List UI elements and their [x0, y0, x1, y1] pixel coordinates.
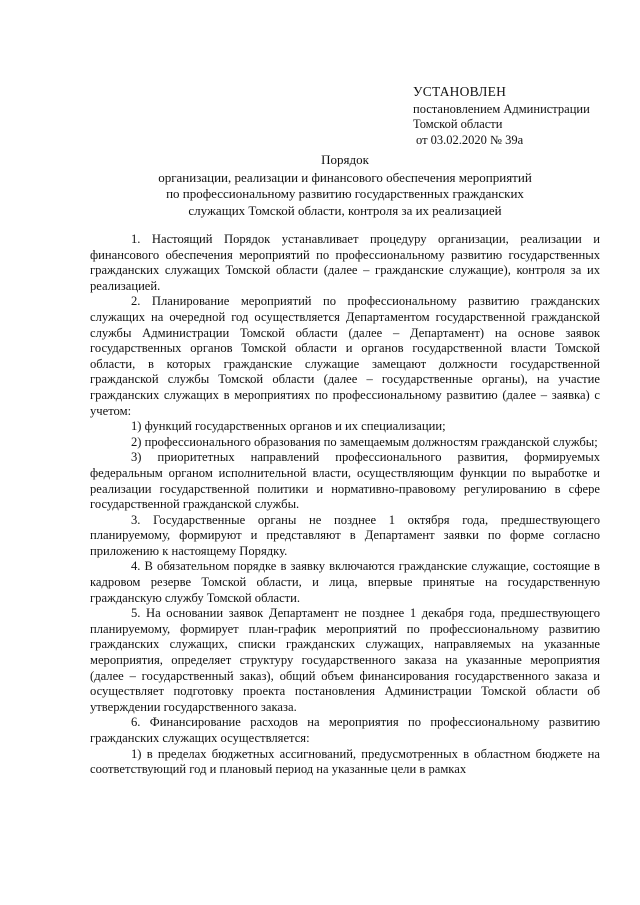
paragraph: 1) функций государственных органов и их специализации; [131, 419, 446, 434]
approval-line: постановлением Администрации [413, 101, 590, 116]
paragraph: 2. Планирование мероприятий по профессиональному развитию гражданских служащих на очередной год осуществляется Департаментом государственной гражданской службы Администрации Томской области (далее – Департамент) на основе заявок государственных органов Томской области и органов государственной власти Томской области, в которых гражданские служащие замещают должности государственной гражданской службы Томской области (далее – государственные органы), на участие гражданских служащих в мероприятиях по профессиональному развитию (далее – заявка) с учетом: [90, 294, 600, 418]
paragraph: 5. На основании заявок Департамент не позднее 1 декабря года, предшествующего планируемому, формирует план-график мероприятий по профессиональному развитию гражданских служащих, списки гражданских служащих, направляемых на указанные мероприятия, определяет структуру государственного заказа на указанные мероприятия (далее – государственный заказ), общий объем финансирования государственного заказа и осуществляет подготовку проекта постановления Администрации Томской области об утверждении государственного заказа. [90, 606, 600, 714]
paragraph: 6. Финансирование расходов на мероприятия по профессиональному развитию гражданских служащих осуществляется: [90, 715, 600, 745]
approval-heading: УСТАНОВЛЕН [413, 84, 507, 99]
document-title: Порядок [321, 152, 369, 167]
paragraph: 4. В обязательном порядке в заявку включаются гражданские служащие, состоящие в кадровом резерве Томской области, и лица, впервые принятые на государственную гражданскую службу Томской области. [90, 559, 600, 605]
approval-stamp [413, 84, 590, 148]
paragraph: 1) в пределах бюджетных ассигнований, предусмотренных в областном бюджете на соответствующий год и плановый период на указанные цели в рамках [90, 746, 600, 777]
document-title-block [90, 152, 600, 219]
paragraph: 2) профессионального образования по замещаемым должностям гражданской службы; [131, 434, 598, 449]
paragraph: 1. Настоящий Порядок устанавливает процедуру организации, реализации и финансового обеспечения мероприятий по профессиональному развитию государственных гражданских служащих Томской области (далее – гражданские служащие), контроля за их реализацией. [90, 232, 600, 293]
document-subtitle-line: организации, реализации и финансового обеспечения мероприятий [158, 169, 532, 185]
paragraph: 3. Государственные органы не позднее 1 октября года, предшествующего планируемому, формируют и представляют в Департамент заявки по форме согласно приложению к настоящему Порядку. [90, 512, 600, 558]
document-body [90, 232, 600, 778]
approval-line: Томской области [413, 117, 503, 131]
document-subtitle-line: служащих Томской области, контроля за их реализацией [188, 202, 502, 218]
approval-line: от 03.02.2020 № 39а [416, 132, 524, 147]
paragraph: 3) приоритетных направлений профессионального развития, формируемых федеральным органом исполнительной власти, осуществляющим функции по выработке и реализации государственной политики и нормативно-правовому регулированию в сфере государственной гражданской службы. [90, 450, 600, 512]
document-subtitle-line: по профессиональному развитию государственных гражданских [166, 186, 524, 201]
